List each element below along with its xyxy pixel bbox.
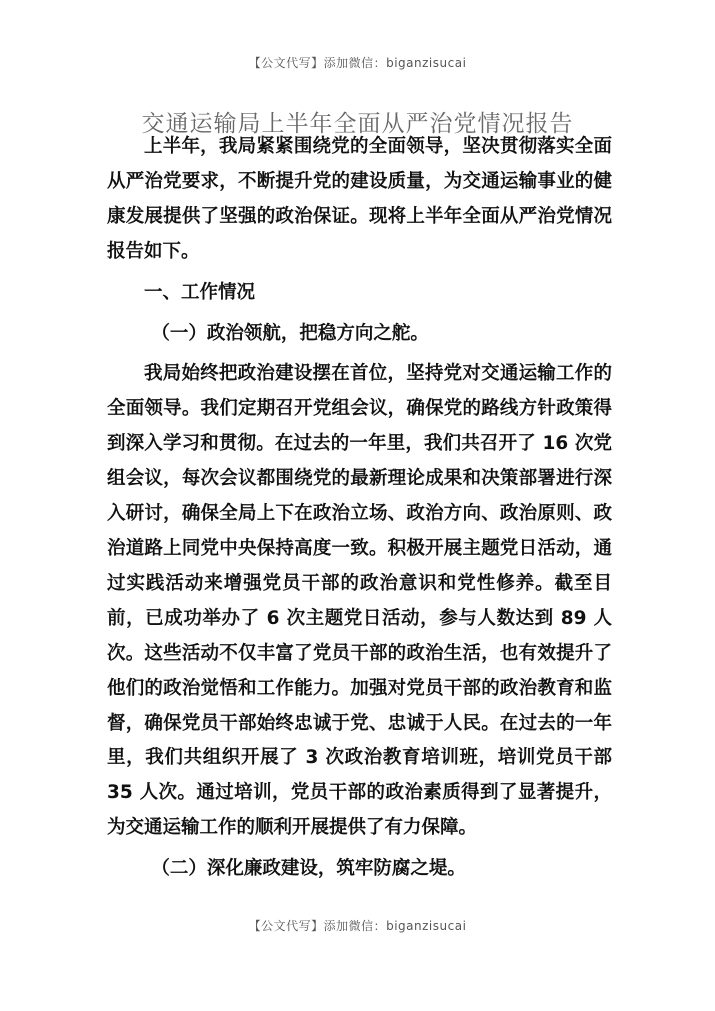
header-note: 【公文代写】添加微信：biganzisucai (248, 56, 467, 70)
body-paragraph: 我局始终把政治建设摆在首位，坚持党对交通运输工作的全面领导。我们定期召开党组会议，确保党的路线方针政策得到深入学习和贯彻。在过去的一年里，我们共召开了 16 次党组会议，每次会议都围绕党的最新理论成果和决策部署进行深入研讨，确保全局上下在政治立场、政治方向、政治原则、政治道路上同党中央保持高度一致。积极开展主题党日活动，通过实践活动来增强党员干部的政治意识和党性修养。截至目前，已成功举办了 6 次主题党日活动，参与人数达到 89 人次。这些活动不仅丰富了党员干部的政治生活，也有效提升了他们的政治觉悟和工作能力。加强对党员干部的政治教育和监督，确保党员干部始终忠诚于党、忠诚于人民。在过去的一年里，我们共组织开展了 3 次政治教育培训班，培训党员干部 35 人次。通过培训，党员干部的政治素质得到了显著提升，为交通运输工作的顺利开展提供了有力保障。 (107, 363, 612, 839)
intro-paragraph: 上半年，我局紧紧围绕党的全面领导，坚决贯彻落实全面从严治党要求，不断提升党的建设质量，为交通运输事业的健康发展提供了坚强的政治保证。现将上半年全面从严治党情况报告如下。 (107, 136, 612, 262)
subsection-heading: （二）深化廉政建设，筑牢防腐之堤。 (151, 858, 466, 880)
document-body (107, 130, 612, 887)
subsection-heading: （一）政治领航，把稳方向之舵。 (151, 322, 429, 344)
section-heading: 一、工作情况 (144, 281, 256, 303)
footer-note: 【公文代写】添加微信：biganzisucai (248, 919, 467, 933)
document-title: 交通运输局上半年全面从严治党情况报告 (141, 111, 574, 138)
